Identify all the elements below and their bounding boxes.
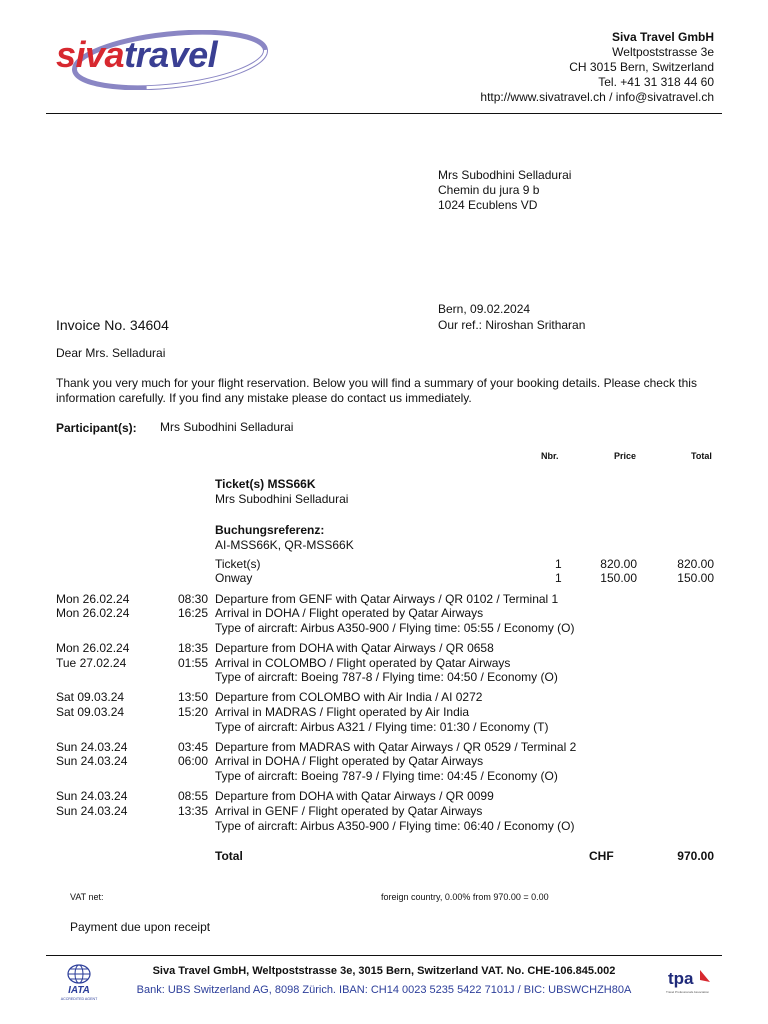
participant-name: Mrs Subodhini Selladurai: [160, 420, 294, 434]
logo-text: [56, 34, 217, 76]
iata-logo-subtext: ACCREDITED AGENT: [60, 997, 98, 1001]
ticket-title: Ticket(s) MSS66K: [215, 477, 316, 491]
footer-company-line: Siva Travel GmbH, Weltpoststrasse 3e, 3015 Bern, Switzerland VAT. No. CHE-106.845.002: [152, 965, 616, 977]
line-item-total: 150.00: [677, 571, 714, 585]
sivatravel-logo: [52, 30, 272, 90]
segment-text: Departure from COLOMBO with Air India / AI 0272: [215, 690, 483, 704]
our-ref: Our ref.: Niroshan Sritharan: [438, 318, 586, 332]
line-item-label: Onway: [215, 571, 253, 585]
column-header-nbr: Nbr.: [541, 451, 559, 461]
segment-aircraft-info: [0, 819, 768, 834]
tpa-logo-text: tpa: [668, 969, 694, 988]
line-item-label: Ticket(s): [215, 557, 261, 571]
segment-date: Sat 09.03.24: [56, 705, 125, 719]
invoice-title: Invoice No. 34604: [56, 317, 169, 333]
segment-info: Type of aircraft: Airbus A321 / Flying time: 01:30 / Economy (T): [215, 720, 549, 734]
header-divider: [46, 113, 722, 114]
segment-text: Departure from DOHA with Qatar Airways / QR 0658: [215, 641, 494, 655]
segment-text: Arrival in GENF / Flight operated by Qatar Airways: [215, 804, 483, 818]
company-web: http://www.sivatravel.ch / info@sivatravel.ch: [480, 90, 714, 104]
booking-reference-label: Buchungsreferenz:: [215, 523, 325, 537]
segment-arrival: [0, 606, 768, 621]
segment-arrival: [0, 754, 768, 769]
column-header-total: Total: [691, 451, 712, 461]
payment-terms: Payment due upon receipt: [70, 920, 211, 934]
company-header: [480, 30, 714, 105]
line-item: [0, 557, 768, 572]
segment-aircraft-info: [0, 621, 768, 636]
segment-time: 08:30: [178, 592, 209, 606]
company-phone: Tel. +41 31 318 44 60: [598, 75, 714, 89]
recipient-address: [438, 168, 571, 213]
ticket-block: [215, 477, 348, 507]
segment-date: Sat 09.03.24: [56, 690, 125, 704]
segment-departure: [0, 592, 768, 607]
segment-text: Arrival in COLOMBO / Flight operated by Qatar Airways: [215, 656, 511, 670]
tpa-logo-subtext: Travel Professionals Association: [666, 990, 710, 994]
date-ref-block: [438, 301, 585, 333]
vat-label: VAT net:: [70, 892, 104, 902]
segment-date: Tue 27.02.24: [56, 656, 127, 670]
segment-info: Type of aircraft: Airbus A350-900 / Flying time: 05:55 / Economy (O): [215, 621, 575, 635]
segment-departure: [0, 740, 768, 755]
segment-time: 08:55: [178, 789, 209, 803]
iata-logo-text: IATA: [68, 985, 90, 996]
recipient-city: 1024 Ecublens VD: [438, 198, 538, 212]
segment-info: Type of aircraft: Boeing 787-8 / Flying time: 04:50 / Economy (O): [215, 670, 558, 684]
segment-text: Departure from MADRAS with Qatar Airways / QR 0529 / Terminal 2: [215, 740, 577, 754]
segment-departure: [0, 789, 768, 804]
footer-bank-line: Bank: UBS Switzerland AG, 8098 Zürich. IBAN: CH14 0023 5235 5422 7101J / BIC: UBSWCHZH80A: [136, 984, 632, 996]
vat-text: foreign country, 0.00% from 970.00 = 0.00: [381, 892, 549, 902]
segment-text: Departure from DOHA with Qatar Airways / QR 0099: [215, 789, 494, 803]
line-item-price: 820.00: [600, 557, 637, 571]
segment-time: 13:50: [178, 690, 209, 704]
line-item-nbr: 1: [555, 571, 562, 585]
participant-label: Participant(s):: [56, 421, 137, 435]
recipient-street: Chemin du jura 9 b: [438, 183, 540, 197]
segment-aircraft-info: [0, 720, 768, 735]
segment-text: Arrival in DOHA / Flight operated by Qatar Airways: [215, 606, 484, 620]
segment-date: Mon 26.02.24: [56, 592, 130, 606]
segment-date: Sun 24.03.24: [56, 740, 128, 754]
segment-departure: [0, 641, 768, 656]
segment-date: Mon 26.02.24: [56, 641, 130, 655]
segment-info: Type of aircraft: Airbus A350-900 / Flying time: 06:40 / Economy (O): [215, 819, 575, 833]
company-city: CH 3015 Bern, Switzerland: [569, 60, 714, 74]
line-item-price: 150.00: [600, 571, 637, 585]
recipient-name: Mrs Subodhini Selladurai: [438, 168, 572, 182]
intro-text: Thank you very much for your flight reservation. Below you will find a summary of your booking details. Please check this information carefully. If you find any mistake please do contact us immediately.: [56, 376, 697, 405]
segment-date: Mon 26.02.24: [56, 606, 130, 620]
segment-text: Arrival in MADRAS / Flight operated by Air India: [215, 705, 470, 719]
segment-aircraft-info: [0, 670, 768, 685]
company-street: Weltpoststrasse 3e: [612, 45, 714, 59]
column-header-price: Price: [614, 451, 637, 461]
segment-departure: [0, 690, 768, 705]
footer-divider: [46, 955, 722, 956]
segment-arrival: [0, 705, 768, 720]
logo-text-travel: travel: [124, 34, 218, 75]
segment-time: 03:45: [178, 740, 209, 754]
segment-arrival: [0, 656, 768, 671]
total-currency: CHF: [589, 849, 614, 863]
total-amount: 970.00: [677, 849, 714, 863]
booking-reference: [215, 523, 354, 553]
segment-text: Arrival in DOHA / Flight operated by Qatar Airways: [215, 754, 484, 768]
tpa-logo: [664, 966, 716, 998]
invoice-date: Bern, 09.02.2024: [438, 302, 531, 316]
line-item-nbr: 1: [555, 557, 562, 571]
segment-time: 16:25: [178, 606, 209, 620]
booking-reference-value: AI-MSS66K, QR-MSS66K: [215, 538, 354, 552]
segment-time: 15:20: [178, 705, 209, 719]
tpa-mark-icon: [664, 966, 716, 998]
segment-aircraft-info: [0, 769, 768, 784]
segment-arrival: [0, 804, 768, 819]
ticket-passenger: Mrs Subodhini Selladurai: [215, 492, 349, 506]
segment-text: Departure from GENF with Qatar Airways / QR 0102 / Terminal 1: [215, 592, 559, 606]
segment-time: 18:35: [178, 641, 209, 655]
segment-date: Sun 24.03.24: [56, 789, 128, 803]
logo-text-siva: siva: [56, 34, 125, 75]
segment-info: Type of aircraft: Boeing 787-9 / Flying time: 04:45 / Economy (O): [215, 769, 558, 783]
segment-time: 01:55: [178, 656, 209, 670]
segment-time: 06:00: [178, 754, 209, 768]
total-label: Total: [215, 849, 243, 863]
segment-time: 13:35: [178, 804, 209, 818]
segment-date: Sun 24.03.24: [56, 754, 128, 768]
company-name: Siva Travel GmbH: [611, 30, 714, 44]
segment-date: Sun 24.03.24: [56, 804, 128, 818]
greeting: Dear Mrs. Selladurai: [56, 346, 166, 360]
line-item-total: 820.00: [677, 557, 714, 571]
line-item: [0, 571, 768, 586]
